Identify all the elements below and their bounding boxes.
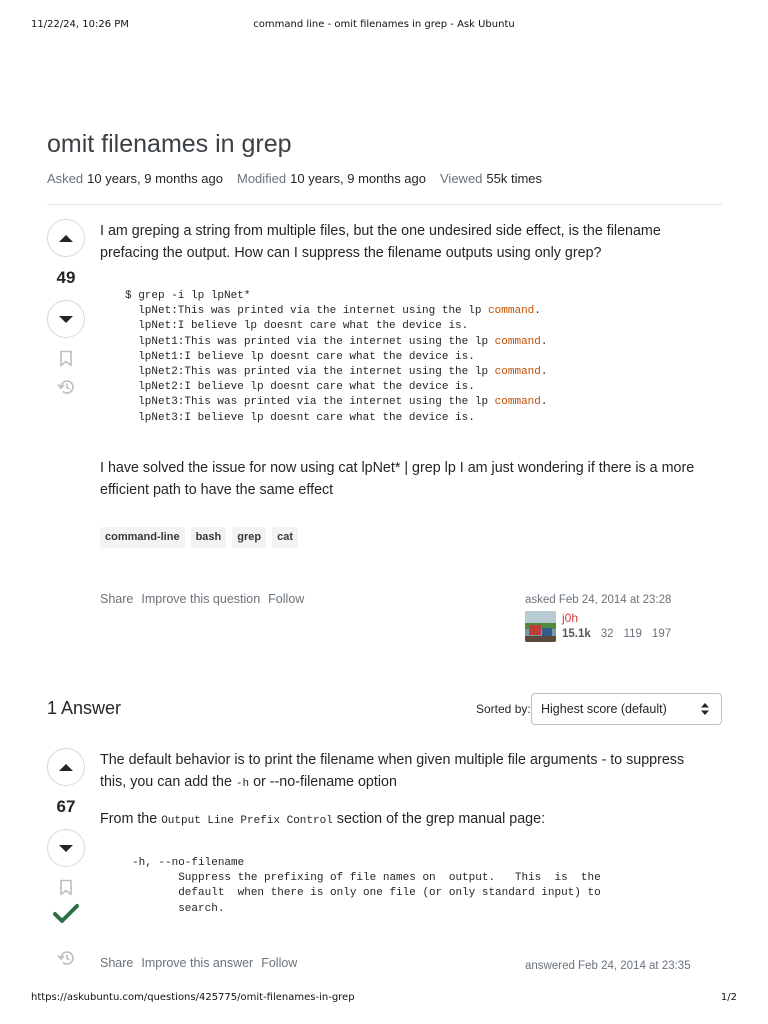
answer-actions xyxy=(100,956,297,970)
sort-select-value: Highest score (default) xyxy=(541,702,667,716)
code-line xyxy=(125,289,548,304)
answer-upvote-button[interactable] xyxy=(47,748,85,786)
follow-link[interactable]: Follow xyxy=(261,956,298,970)
code-text: $ grep -i lp lpNet* xyxy=(125,290,251,302)
reputation-score: 15.1k xyxy=(562,628,591,640)
bronze-badges: 197 xyxy=(651,628,672,640)
tag-cat[interactable]: cat xyxy=(272,527,298,548)
tag-command-line[interactable]: command-line xyxy=(100,527,185,548)
print-header xyxy=(31,19,737,33)
improve-question-link[interactable]: Improve this question xyxy=(141,592,261,606)
code-text: . xyxy=(540,366,548,379)
viewed-value: 55k times xyxy=(486,171,543,186)
arrow-down-icon xyxy=(59,845,73,852)
code-text: lpNet3:This was printed via the internet using the lp xyxy=(125,396,495,409)
code-text: lpNet:I believe lp doesnt care what the device is. xyxy=(125,320,469,333)
code-line xyxy=(125,395,548,410)
history-icon xyxy=(56,378,76,396)
share-link[interactable]: Share xyxy=(100,956,134,970)
question-downvote-button[interactable] xyxy=(47,300,85,338)
follow-link[interactable]: Follow xyxy=(268,592,305,606)
tag-bash[interactable]: bash xyxy=(191,527,227,548)
answer-score: 67 xyxy=(56,797,76,816)
print-datetime: 11/22/24, 10:26 PM xyxy=(31,19,129,30)
asked-label: Asked xyxy=(47,171,84,186)
question-body-paragraph-2: I have solved the issue for now using cat lpNet* | grep lp I am just wondering if there is a more efficient path to have the same effect xyxy=(100,460,695,498)
answer-bookmark-button[interactable] xyxy=(47,879,85,896)
checkmark-icon xyxy=(53,903,79,925)
question-history-button[interactable] xyxy=(47,378,85,396)
share-link[interactable]: Share xyxy=(100,592,134,606)
code-text: lpNet2:This was printed via the internet using the lp xyxy=(125,366,495,379)
code-line xyxy=(125,335,548,350)
select-caret-icon xyxy=(701,703,709,715)
question-title[interactable]: omit filenames in grep xyxy=(47,130,292,158)
answer-text-4: section of the grep manual page: xyxy=(332,811,546,827)
tag-grep[interactable]: grep xyxy=(232,527,266,548)
silver-badges: 119 xyxy=(623,628,642,640)
answer-history-button[interactable] xyxy=(47,949,85,967)
code-text: . xyxy=(534,305,541,318)
code-keyword: command xyxy=(494,396,541,409)
asked-value: 10 years, 9 months ago xyxy=(87,171,223,186)
question-actions xyxy=(100,592,304,606)
arrow-down-icon xyxy=(59,316,73,323)
print-page-number: 1/2 xyxy=(720,992,737,1003)
asker-user-card xyxy=(525,594,705,642)
code-text: lpNet1:This was printed via the internet using the lp xyxy=(125,335,495,348)
user-stats xyxy=(562,628,671,640)
answers-count-heading: 1 Answer xyxy=(47,698,122,718)
user-avatar-image xyxy=(525,611,556,642)
question-bookmark-button[interactable] xyxy=(47,350,85,367)
question-body-paragraph: I am greping a string from multiple files, but the one undesired side effect, is the filename prefacing the output. How can I suppress the filename outputs using only grep? xyxy=(100,223,661,261)
asked-timestamp: asked Feb 24, 2014 at 23:28 xyxy=(525,594,672,606)
arrow-up-icon xyxy=(59,235,73,242)
answer-body-paragraph-2 xyxy=(100,808,700,832)
code-keyword: command xyxy=(494,366,541,379)
code-line xyxy=(125,304,548,319)
code-text: lpNet3:I believe lp doesnt care what the device is. xyxy=(125,411,475,424)
question-meta xyxy=(47,171,552,186)
gold-badges: 32 xyxy=(600,628,614,640)
code-text: . xyxy=(540,396,548,409)
sorted-by-label: Sorted by: xyxy=(476,702,531,716)
answer-code-block: -h, --no-filename Suppress the prefixing of file names on output. This is the default when there is only one file (or only standard input) to search. xyxy=(132,857,601,915)
code-text: . xyxy=(540,335,548,348)
user-name-link[interactable]: j0h xyxy=(562,611,579,625)
sort-select[interactable] xyxy=(531,693,722,725)
accepted-answer-indicator xyxy=(47,903,85,925)
code-line xyxy=(125,411,548,426)
code-text: lpNet:This was printed via the internet using the lp xyxy=(125,305,489,318)
improve-answer-link[interactable]: Improve this answer xyxy=(141,956,254,970)
inline-code-h: -h xyxy=(235,778,250,790)
answer-text-2: or --no-filename option xyxy=(249,774,397,790)
bookmark-icon xyxy=(59,350,73,367)
code-line xyxy=(125,350,548,365)
header-divider xyxy=(47,204,722,205)
print-url: https://askubuntu.com/questions/425775/omit-filenames-in-grep xyxy=(31,992,355,1003)
question-code-block xyxy=(125,289,548,426)
print-page-title: command line - omit filenames in grep - Ask Ubuntu xyxy=(253,19,515,30)
code-text: lpNet2:I believe lp doesnt care what the device is. xyxy=(125,381,475,394)
code-line xyxy=(125,365,548,380)
question-upvote-button[interactable] xyxy=(47,219,85,257)
answer-body-paragraph xyxy=(100,749,700,795)
answer-downvote-button[interactable] xyxy=(47,829,85,867)
code-line xyxy=(125,319,548,334)
answer-text: The default behavior is to print the filename when given multiple file arguments - to suppress this, you can add the xyxy=(100,752,685,790)
arrow-up-icon xyxy=(59,764,73,771)
history-icon xyxy=(56,949,76,967)
avatar[interactable] xyxy=(525,611,556,642)
question-tags xyxy=(100,527,298,548)
modified-value[interactable]: 10 years, 9 months ago xyxy=(290,171,426,186)
question-score: 49 xyxy=(56,268,76,287)
print-footer xyxy=(31,992,737,1006)
code-line xyxy=(125,380,548,395)
answered-timestamp: answered Feb 24, 2014 at 23:35 xyxy=(525,960,691,972)
code-keyword: command xyxy=(494,335,541,348)
modified-label: Modified xyxy=(237,171,287,186)
answer-text-3: From the xyxy=(100,811,162,827)
viewed-label: Viewed xyxy=(440,171,483,186)
code-text: lpNet1:I believe lp doesnt care what the device is. xyxy=(125,350,475,363)
bookmark-icon xyxy=(59,879,73,896)
code-keyword: command xyxy=(488,305,535,318)
inline-code-section: Output Line Prefix Control xyxy=(161,815,333,827)
